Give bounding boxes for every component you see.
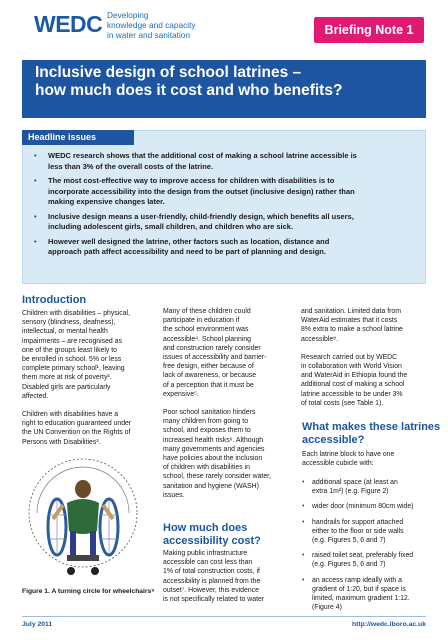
tagline — [107, 10, 196, 40]
text-line: sensory (blindness, deafness), — [22, 319, 116, 327]
text-line: less than 3% of the overall costs of the latrine. — [48, 161, 214, 171]
text-line: lack of awareness, or because — [163, 372, 257, 380]
text-line: impairments – are recognised as — [22, 337, 122, 345]
text-line: accessible⁸. — [301, 335, 338, 343]
text-line: increased health risks⁶. Although — [163, 436, 264, 444]
feature-item — [302, 478, 430, 496]
text-line: making expensive changes later. — [48, 197, 165, 206]
col2-paragraph-1 — [163, 307, 283, 399]
text-line: Research carried out by WEDC — [301, 353, 398, 361]
text-line: handrails for support attached — [312, 518, 404, 526]
text-line: additional space (at least an — [312, 479, 398, 486]
right-column — [301, 307, 431, 417]
wedc-logo: WEDC — [34, 11, 103, 37]
text-line: WEDC research shows that the additional cost of making a school latrine accessible is — [48, 151, 357, 160]
text-line: Poor school sanitation hinders — [163, 409, 256, 417]
text-line: affected. — [22, 392, 49, 400]
bullet-icon: • — [302, 552, 305, 560]
accessibility-cost-heading — [163, 522, 261, 547]
text-line: expensive⁵. — [163, 390, 199, 398]
text-line: additional cost of making a school — [301, 381, 405, 389]
text-line: (e.g. Figures 5, 6 and 7) — [312, 537, 386, 545]
intro-paragraph-1 — [22, 309, 144, 401]
text-line: Making public infrastructure — [163, 550, 248, 557]
feature-item — [302, 502, 430, 511]
bullet-icon: • — [302, 518, 305, 526]
text-line: many children from going to — [163, 418, 249, 426]
text-line: accessibility is planned from the — [163, 577, 261, 585]
introduction-column — [22, 309, 144, 456]
text-line: 8% extra to make a school latrine — [301, 326, 403, 334]
tagline-line: Developing — [107, 10, 149, 20]
footer-url-link[interactable]: http://wedc.lboro.ac.uk — [351, 621, 426, 628]
header — [0, 0, 448, 56]
text-line: sanitation and hygiene (WASH) — [163, 482, 259, 490]
title-line: Inclusive design of school latrines – — [35, 64, 302, 81]
text-line: either to the floor or side walls — [312, 527, 404, 535]
feature-item — [302, 576, 430, 613]
text-line: outset⁷. However, this evidence — [163, 586, 259, 594]
text-line: in collaboration with World Vision — [301, 363, 402, 371]
text-line: intellectual, or mental health — [22, 328, 108, 336]
intro-paragraph-2 — [22, 410, 144, 447]
heading-line: What makes these latrines — [302, 421, 441, 433]
feature-item — [302, 518, 430, 546]
introduction-heading: Introduction — [22, 294, 87, 306]
headline-issues-list — [34, 151, 419, 262]
text-line: and sanitation. Limited data from — [301, 308, 401, 315]
bullet-icon: • — [302, 479, 305, 486]
col3-paragraph-3 — [302, 450, 432, 468]
headline-issue-item — [34, 212, 419, 233]
text-line: is not specifically related to water — [163, 596, 265, 604]
text-line: limited, maximum gradient 1:12. — [312, 595, 410, 603]
text-line: and construction rarely consider — [163, 344, 261, 352]
cost-text — [163, 549, 283, 613]
cubicle-intro — [302, 450, 432, 477]
text-line: issues of accessibility and barrier- — [163, 354, 267, 362]
bullet-icon: • — [302, 576, 305, 584]
text-line: of total costs (see Table 1). — [301, 399, 384, 407]
headline-issues-label: Headline issues — [22, 130, 134, 145]
text-line: (Figure 4) — [312, 604, 342, 612]
tagline-line: in water and sanitation — [107, 30, 191, 40]
text-line: one of the groups least likely to — [22, 346, 117, 354]
heading-line: accessible? — [302, 433, 365, 446]
text-line: accessible cubicle with: — [302, 460, 374, 468]
text-line: Inclusive design means a user-friendly, child-friendly design, which benefits all users, — [48, 211, 354, 221]
text-line: accessible⁴. School planning — [163, 335, 252, 343]
text-line: free design, either because of — [163, 363, 254, 371]
text-line: Each latrine block to have one — [302, 451, 395, 458]
text-line: have policies about the inclusion — [163, 455, 263, 463]
text-line: of children with disabilities in — [163, 464, 250, 472]
headline-issue-item — [34, 151, 419, 172]
text-line: The most cost-effective way to improve access for children with disabilities is to — [48, 176, 335, 185]
text-line: and WaterAid in Ethiopia found the — [301, 372, 408, 380]
footer-divider — [22, 616, 426, 617]
bullet-icon: • — [34, 236, 37, 246]
wheelchair-turning-circle-figure — [23, 455, 143, 587]
text-line: many governments and agencies — [163, 445, 265, 453]
heading-line: How much does — [163, 522, 248, 534]
col2-paragraph-2 — [163, 408, 283, 500]
text-line: latrine accessible to be under 3% — [301, 390, 403, 398]
middle-column — [163, 307, 283, 509]
text-line: Children with disabilities have a — [22, 411, 119, 419]
text-line: gradient of 1:20, but if space is — [312, 585, 406, 593]
text-line: Children with disabilities – physical, — [22, 310, 131, 317]
text-line: right to education guaranteed under — [22, 420, 132, 428]
text-line: 1% of total construction costs, if — [163, 568, 260, 576]
text-line: raised toilet seat, preferably fixed — [312, 552, 414, 560]
col3-paragraph-1 — [301, 307, 431, 344]
accessible-features-list — [302, 478, 430, 618]
feature-item — [302, 551, 430, 569]
tagline-line: knowledge and capacity — [107, 20, 196, 30]
text-line: be enrolled in school. 5% or less — [22, 356, 122, 364]
bullet-icon: • — [34, 176, 37, 185]
text-line: approach path affect accessibility and need to be part of planning and design. — [48, 247, 326, 256]
text-line: of a perception that it must be — [163, 381, 254, 389]
text-line: complete primary school¹, leaving — [22, 365, 125, 373]
text-line: the school environment was — [163, 326, 249, 334]
figure-caption: Figure 1. A turning circle for wheelchairs⁹ — [22, 588, 155, 595]
text-line: issues. — [163, 491, 185, 499]
col3-paragraph-2 — [301, 353, 431, 408]
text-line: the UN Convention on the Rights of — [22, 429, 131, 437]
bullet-icon: • — [302, 503, 305, 511]
page-title — [35, 64, 415, 100]
text-line: accessible can cost less than — [163, 559, 253, 567]
text-line: including adolescent girls, small children, and children who are sick. — [48, 222, 294, 231]
headline-issue-item — [34, 237, 419, 258]
text-line: Persons with Disabilities³. — [22, 438, 101, 446]
title-line: how much does it cost and who benefits? — [35, 82, 343, 99]
bullet-icon: • — [34, 151, 37, 160]
footer-date: July 2011 — [22, 621, 53, 628]
what-makes-accessible-heading — [302, 421, 440, 446]
text-line: incorporate accessibility into the design from the outset (inclusive design) rather than — [48, 186, 355, 196]
text-line: school, these rarely consider water, — [163, 473, 272, 481]
text-line: wider door (minimum 80cm wide) — [312, 503, 414, 511]
heading-line: accessibility cost? — [163, 534, 261, 547]
bullet-icon: • — [34, 211, 37, 221]
text-line: school, and exposes them to — [163, 427, 251, 435]
text-line: participate in education if — [163, 317, 240, 325]
text-line: Disabled girls are particularly — [22, 383, 111, 391]
briefing-note-badge: Briefing Note 1 — [314, 17, 424, 43]
text-line: (e.g. Figures 5, 6 and 7) — [312, 561, 386, 569]
text-line: an access ramp ideally with a — [312, 576, 403, 584]
text-line: them more at risk of poverty². — [22, 374, 112, 382]
headline-issue-item — [34, 176, 419, 208]
col2-paragraph-3 — [163, 549, 283, 604]
text-line: However well designed the latrine, other factors such as location, distance and — [48, 236, 330, 246]
text-line: Many of these children could — [163, 308, 251, 315]
text-line: WaterAid estimates that it costs — [301, 317, 398, 325]
text-line: extra 1m²) (e.g. Figure 2) — [312, 488, 389, 496]
